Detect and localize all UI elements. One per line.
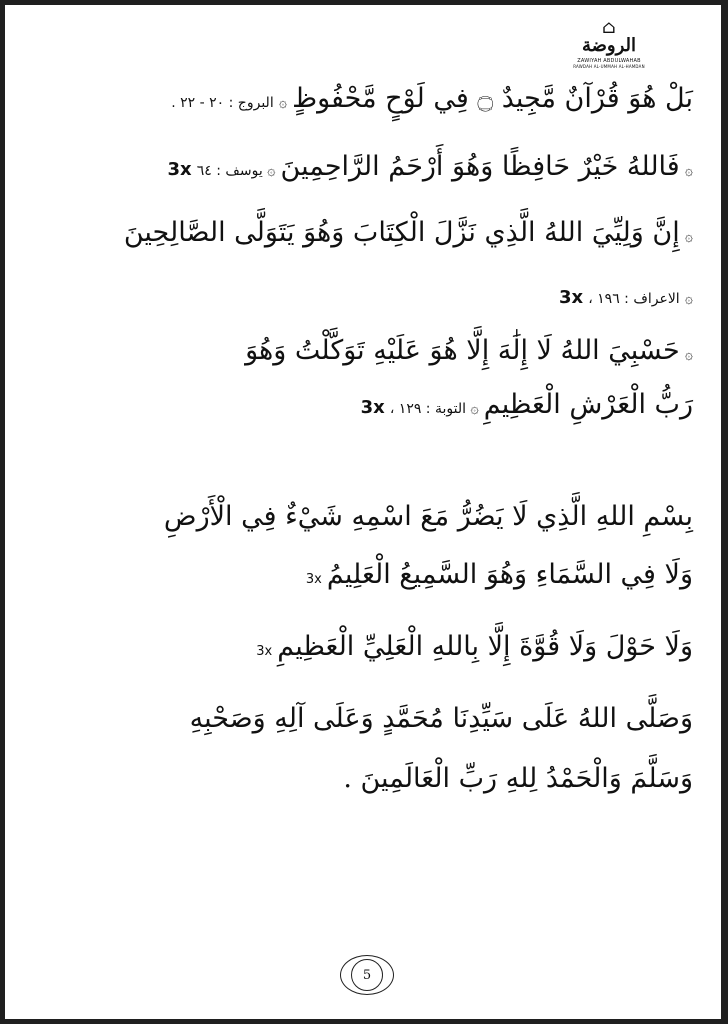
repeat-count: 3x: [305, 572, 322, 587]
salawat-text: وَسَلَّمَ وَالْحَمْدُ لِلهِ رَبِّ الْعَالَمِينَ .: [343, 763, 693, 794]
page-number: 5: [351, 959, 383, 991]
verse-separator: ۞: [684, 347, 693, 363]
quran-reference: الاعراف : ١٩٦ ،: [588, 291, 680, 307]
quran-reference: ۞ التوبة : ١٢٩ ،: [389, 401, 479, 417]
repeat-count: 3x: [167, 159, 192, 180]
dua-text: وَلَا فِي السَّمَاءِ وَهُوَ السَّمِيعُ الْعَلِيمُ: [326, 559, 693, 590]
verse-text: فَاللهُ خَيْرٌ حَافِظًا وَهُوَ أَرْحَمُ الرَّاحِمِينَ: [280, 151, 680, 182]
verse-text: إِنَّ وَلِيِّيَ اللهُ الَّذِي نَزَّلَ الْكِتَابَ وَهُوَ يَتَوَلَّى الصَّالِحِينَ: [123, 217, 680, 248]
verse-line-3: [124, 217, 693, 248]
verse-line-1: [171, 83, 693, 114]
repeat-count: 3x: [360, 397, 385, 418]
quran-reference: ۞ يوسف : ٦٤: [196, 163, 276, 179]
verse-line-5: [245, 335, 693, 366]
logo-line2: RAWDAH AL-UMMAH AL-HAMDAN: [573, 64, 645, 69]
publisher-logo: [569, 19, 649, 81]
verse-line-4: [559, 287, 693, 308]
dua-text: وَلَا حَوْلَ وَلَا قُوَّةَ إِلَّا بِاللهِ الْعَلِيِّ الْعَظِيمِ: [277, 631, 693, 662]
verse-text: بَلْ هُوَ قُرْآنٌ مَّجِيدٌ ۝ فِي لَوْحٍ مَّحْفُوظٍ: [292, 83, 693, 114]
logo-name: الروضة: [581, 35, 637, 56]
verse-separator: ۞: [684, 163, 693, 179]
salawat-text: وَصَلَّى اللهُ عَلَى سَيِّدِنَا مُحَمَّدٍ وَعَلَى آلِهِ وَصَحْبِهِ: [189, 703, 693, 734]
dua-line-1: [164, 501, 693, 532]
verse-separator: ۞: [684, 291, 693, 307]
dua-line-2: [306, 559, 693, 590]
verse-line-2: [168, 151, 693, 182]
repeat-count: 3x: [558, 287, 584, 308]
quran-reference: البروج : ٢٠ - ٢٢ .: [171, 95, 274, 111]
page-number-badge: [340, 955, 394, 995]
page: [5, 5, 721, 1019]
salawat-line-1: [190, 703, 693, 734]
verse-separator: ۞: [278, 95, 288, 111]
logo-line1: ZAWIYAH ABDULWAHAB: [577, 58, 641, 64]
dua-text: بِسْمِ اللهِ الَّذِي لَا يَضُرُّ مَعَ اسْمِهِ شَيْءٌ فِي الْأَرْضِ: [163, 501, 693, 532]
verse-separator: ۞: [684, 229, 693, 245]
dome-icon: ⌂: [602, 17, 616, 38]
verse-line-6: [361, 389, 693, 420]
dua-line-3: [256, 631, 693, 662]
salawat-line-2: [343, 763, 693, 794]
repeat-count: 3x: [256, 644, 273, 659]
verse-text: حَسْبِيَ اللهُ لَا إِلَٰهَ إِلَّا هُوَ عَلَيْهِ تَوَكَّلْتُ وَهُوَ: [245, 335, 680, 366]
verse-text: رَبُّ الْعَرْشِ الْعَظِيمِ: [483, 389, 693, 420]
